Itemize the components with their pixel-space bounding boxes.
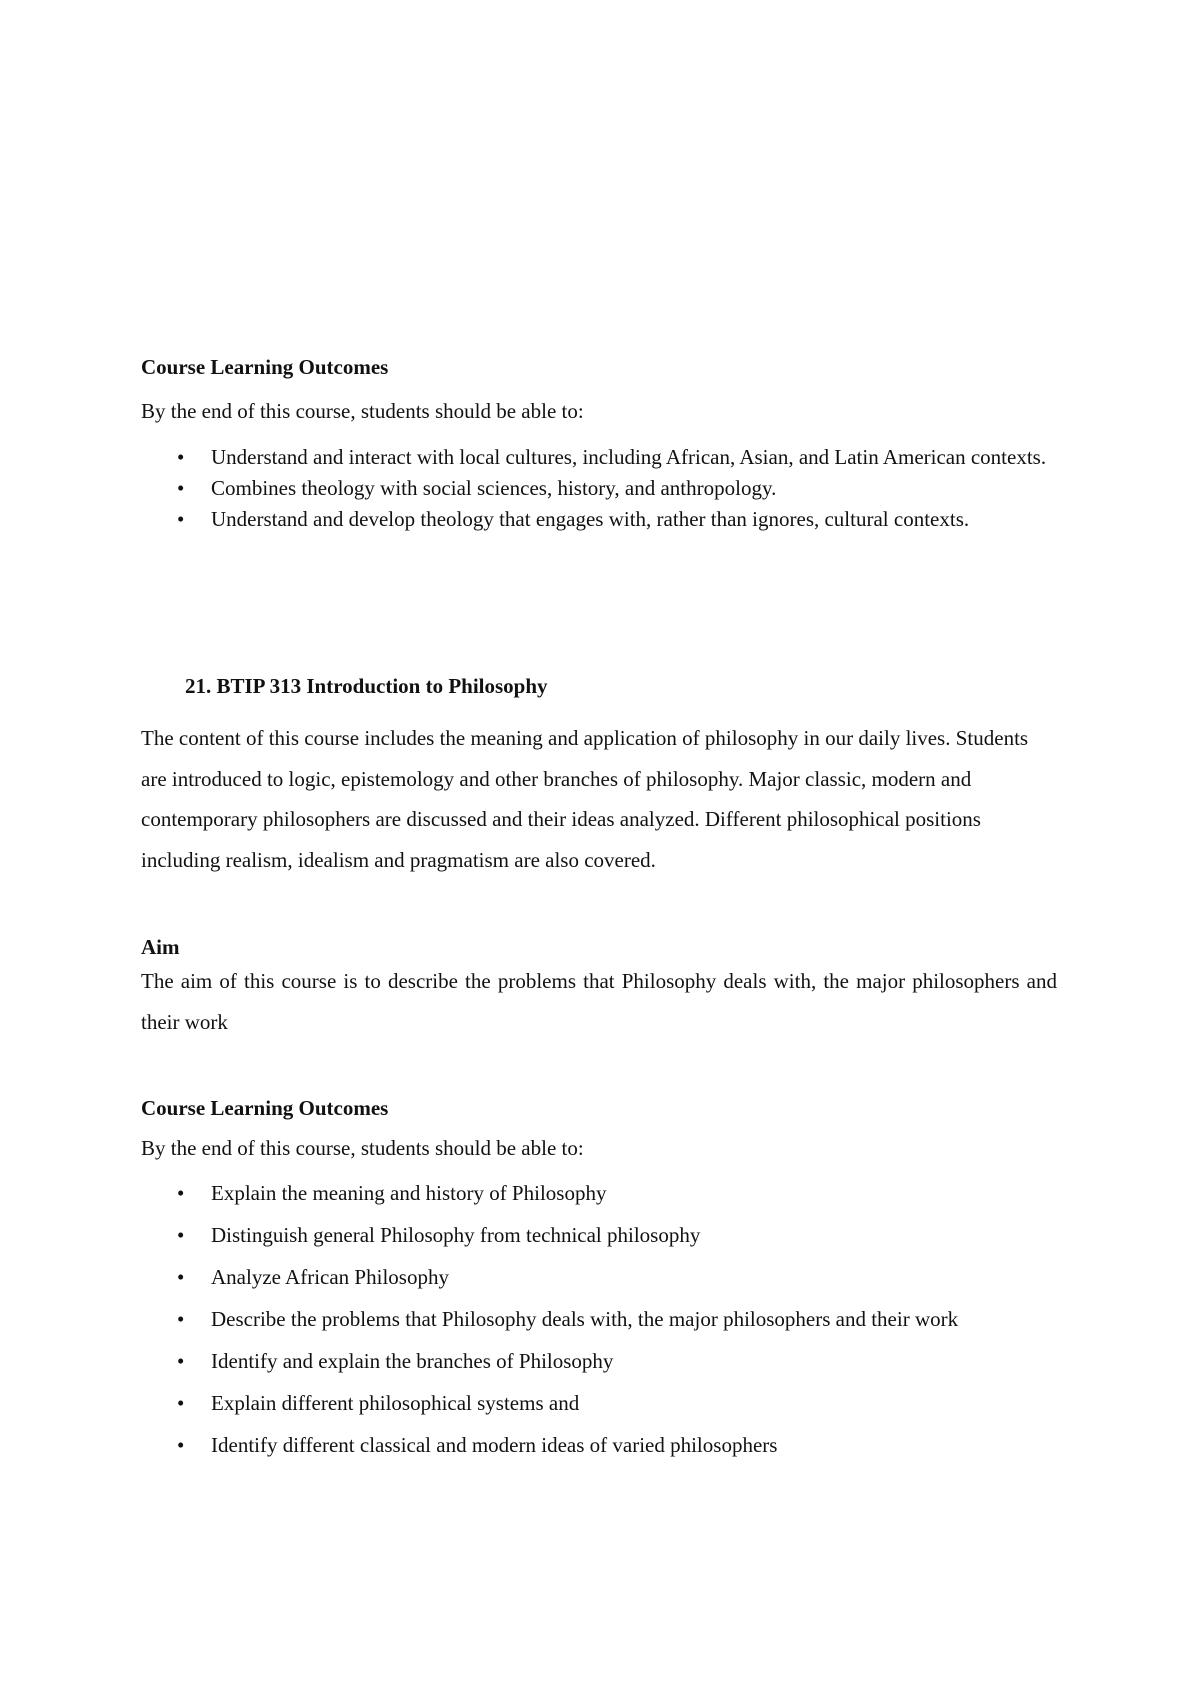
section-heading: Course Learning Outcomes [141,1096,389,1120]
bullet-icon: • [177,445,185,469]
course-description: The content of this course includes the meaning and application of philosophy in our daily lives. Students are introduced to logic, epistemology and other branches of philosophy. Major classic, modern and contemporary philosophers are discussed and their ideas analyzed. Different philosophical positions including realism, idealism and pragmatism are also covered. [141,726,1029,872]
list-item [141,1340,1057,1382]
list-item-text: Distinguish general Philosophy from technical philosophy [211,1223,701,1247]
list-item-text: Describe the problems that Philosophy deals with, the major philosophers and their work [211,1307,959,1331]
bullet-icon: • [177,1265,185,1289]
outcomes-list-1-wrap [141,442,1057,535]
list-item [141,1382,1057,1424]
list-item-text: Understand and interact with local cultures, including African, Asian, and Latin American contexts. [211,445,1047,469]
list-item-text: Understand and develop theology that engages with, rather than ignores, cultural contexts. [211,507,970,531]
bullet-icon: • [177,1307,185,1331]
section-learning-outcomes-1 [141,354,1057,380]
list-item-text: Identify different classical and modern ideas of varied philosophers [211,1433,778,1457]
outcomes-list-2-wrap [141,1172,1057,1466]
bullet-icon: • [177,1223,185,1247]
list-item [141,442,1057,473]
bullet-icon: • [177,1349,185,1373]
aim-heading: Aim [141,935,180,959]
bullet-icon: • [177,1181,185,1205]
list-item-text: Explain different philosophical systems and [211,1391,580,1415]
list-item-text: Identify and explain the branches of Philosophy [211,1349,614,1373]
list-item [141,473,1057,504]
list-item [141,1424,1057,1466]
list-item-text: Explain the meaning and history of Philosophy [211,1181,607,1205]
list-item [141,1256,1057,1298]
list-item [141,504,1057,535]
list-item [141,1214,1057,1256]
course-title-wrap [185,673,1101,699]
outcomes-intro: By the end of this course, students should be able to: [141,399,584,423]
bullet-icon: • [177,1391,185,1415]
list-item [141,1298,1057,1340]
bullet-icon: • [177,476,185,500]
section-learning-outcomes-2 [141,1095,1057,1121]
outcomes-intro: By the end of this course, students should be able to: [141,1136,584,1160]
list-item-text: Combines theology with social sciences, history, and anthropology. [211,476,777,500]
section-intro [141,1135,1057,1161]
bullet-icon: • [177,1433,185,1457]
section-intro [141,398,1057,424]
course-title: 21. BTIP 313 Introduction to Philosophy [185,674,548,698]
outcomes-list-1 [141,442,1057,535]
bullet-icon: • [177,507,185,531]
course-description-wrap [141,718,1057,880]
aim-text: The aim of this course is to describe the problems that Philosophy deals with, the major philosophers and their work [141,969,1057,1034]
section-heading: Course Learning Outcomes [141,355,389,379]
aim-section [141,934,1057,960]
list-item-text: Analyze African Philosophy [211,1265,449,1289]
outcomes-list-2 [141,1172,1057,1466]
list-item [141,1172,1057,1214]
aim-text-wrap [141,961,1057,1042]
